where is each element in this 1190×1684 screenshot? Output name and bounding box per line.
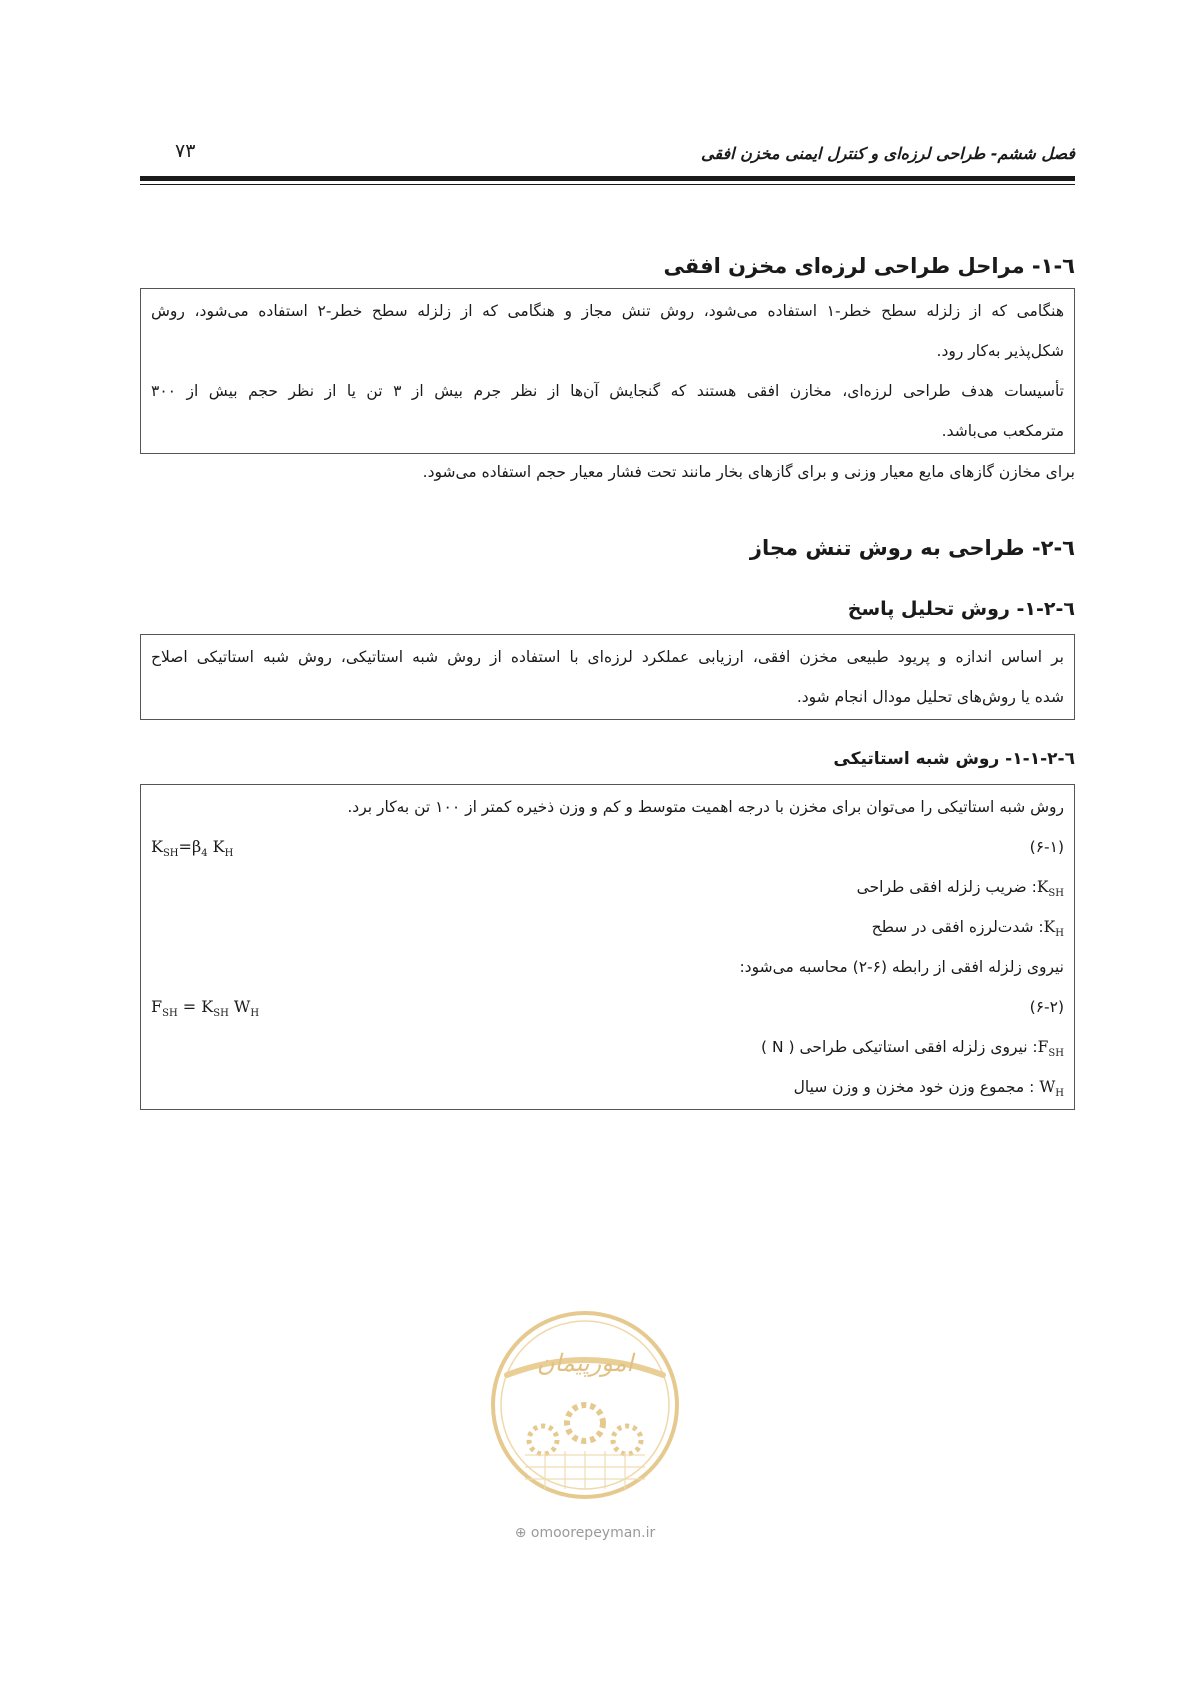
page-content xyxy=(140,248,1075,1110)
definition-kh: $K_H$: شدت‌لرزه افقی در سطح xyxy=(871,918,1064,940)
svg-text:امورپیمان: امورپیمان xyxy=(536,1349,634,1377)
box2-line-1: بر اساس اندازه و پریود طبیعی مخزن افقی، ارزیابی عملکرد لرزه‌ای با استفاده از روش شبه استاتیکی، روش شبه استاتیکی اصلاح xyxy=(151,648,1064,666)
page-number: ۷۳ xyxy=(175,140,196,162)
highlight-box-3 xyxy=(140,784,1075,1110)
equation-number-2: (۶-۲) xyxy=(1029,998,1064,1016)
section-heading-6-2-1: ٦-٢-١- روش تحلیل پاسخ xyxy=(847,598,1075,620)
equation-2: $F_{SH} = K_{SH}$ $W_H$ xyxy=(151,997,260,1020)
section-heading-6-2: ٦-٢- طراحی به روش تنش مجاز xyxy=(749,536,1075,560)
pseudo-static-intro: روش شبه استاتیکی را می‌توان برای مخزن با درجه اهمیت متوسط و کم و وزن ذخیره کمتر از ۱۰۰ تن به‌کار برد. xyxy=(347,798,1064,816)
box1-line-1: هنگامی که از زلزله سطح خطر-۱ استفاده می‌شود، روش تنش مجاز و هنگامی که از زلزله سطح خطر-۲ استفاده می‌شود، روش xyxy=(151,302,1064,320)
section-heading-6-2-1-1: ٦-٢-١-١- روش شبه استاتیکی xyxy=(833,749,1075,769)
running-title: فصل ششم- طراحی لرزه‌ای و کنترل ایمنی مخزن افقی xyxy=(701,144,1075,163)
force-intro: نیروی زلزله افقی از رابطه (۶-۲) محاسبه می‌شود: xyxy=(739,958,1064,976)
equation-row-2 xyxy=(151,987,1064,1027)
box2-line-2: شده یا روش‌های تحلیل مودال انجام شود. xyxy=(796,688,1064,706)
box1-line-4: مترمکعب می‌باشد. xyxy=(941,422,1064,440)
paragraph-gas-criteria: برای مخازن گازهای مایع معیار وزنی و برای گازهای بخار مانند تحت فشار معیار حجم استفاده می‌شود. xyxy=(422,463,1075,481)
header-rule-thin xyxy=(140,184,1075,185)
watermark-logo xyxy=(485,1305,685,1505)
equation-number-1: (۶-۱) xyxy=(1029,838,1064,856)
highlight-box-1 xyxy=(140,288,1075,454)
definition-ksh: $K_{SH}$: ضریب زلزله افقی طراحی xyxy=(856,878,1064,900)
definition-fsh: $F_{SH}$: نیروی زلزله افقی استاتیکی طراحی ( N ) xyxy=(761,1038,1064,1060)
box1-line-2: شکل‌پذیر به‌کار رود. xyxy=(936,342,1064,360)
watermark-site: ⊕ omoorepeyman.ir xyxy=(514,1525,656,1541)
equation-row-1 xyxy=(151,827,1064,867)
box1-line-3: تأسیسات هدف طراحی لرزه‌ای، مخازن افقی هستند که گنجایش آن‌ها از نظر جرم بیش از ۳ تن یا از نظر حجم بیش از ۳۰۰ xyxy=(151,382,1065,400)
header-rule-thick xyxy=(140,176,1075,181)
page-header xyxy=(140,132,1075,182)
section-heading-6-1: ٦-١- مراحل طراحی لرزه‌ای مخزن افقی xyxy=(663,254,1075,278)
definition-wh: $W_H$ : مجموع وزن خود مخزن و وزن سیال xyxy=(793,1078,1064,1100)
highlight-box-2 xyxy=(140,634,1075,720)
equation-1: $K_{SH}=\beta_4$ $K_H$ xyxy=(151,837,234,860)
